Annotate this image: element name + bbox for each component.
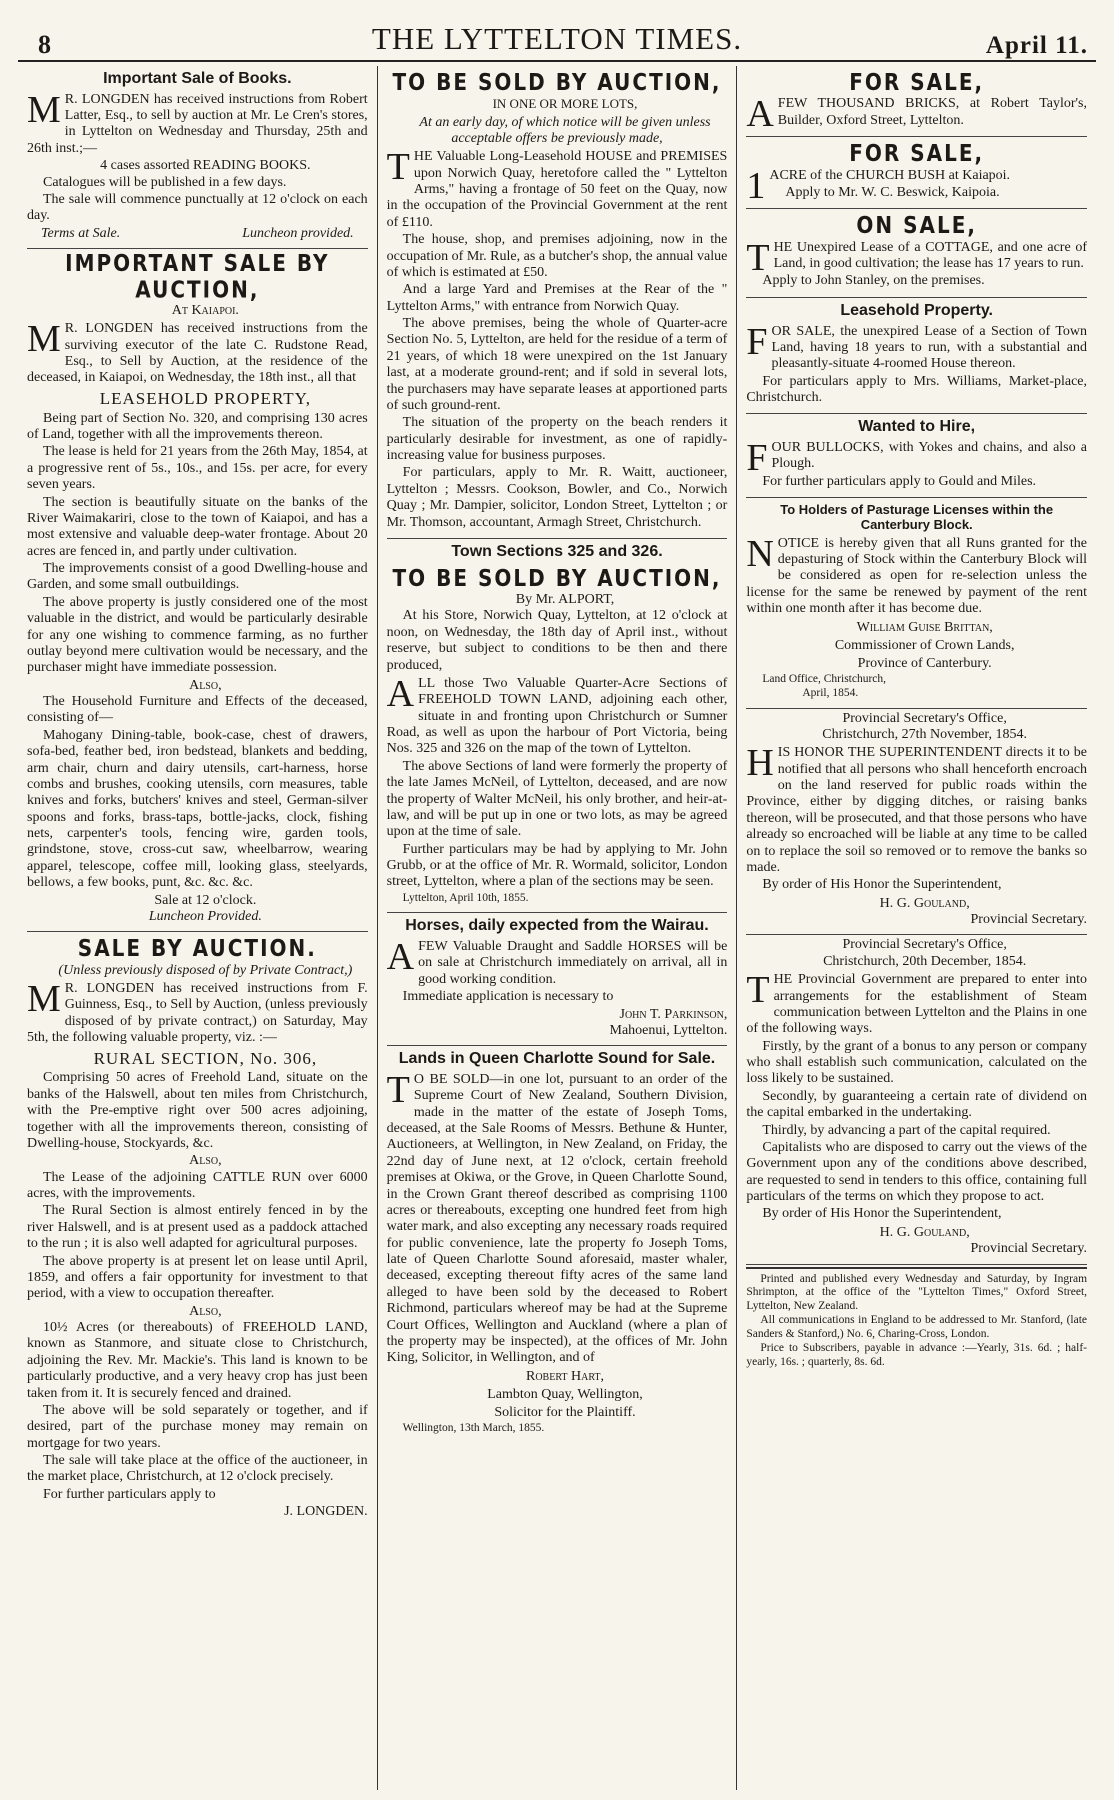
ad-paragraph: The lease is held for 21 years from the 26th May, 1854, at a progressive rent of 5s., 10s., and 15s. per acre, for every seven years.: [27, 444, 368, 493]
also-label: Also,: [189, 1303, 222, 1319]
ad-body: MR. LONGDEN has received instructions from Robert Latter, Esq., to sell by auction at Mr. Le Cren's stores, in Lyttelton on Wednesday and Thursday, 25th and 26th inst.;—: [27, 88, 368, 156]
ad-sale-of-books: [27, 70, 368, 249]
ad-line: 4 cases assorted READING BOOKS.: [100, 158, 311, 174]
ad-paragraph: THE Valuable Long-Leasehold HOUSE and PREMISES upon Norwich Quay, heretofore called the " Lyttelton Arms," having a frontage of 50 feet on the Quay, now in the occupation of the Provincial Government at the rent of £110.: [386, 146, 728, 230]
ad-paragraph: Apply to Mr. W. C. Beswick, Kaipoia.: [785, 184, 1000, 200]
ad-pasturage-licenses: [746, 502, 1087, 708]
ad-paragraph: For particulars, apply to Mr. R. Waitt, auctioneer, Lyttelton ; Messrs. Cookson, Bowler, and Co., Norwich Quay ; Mr. Dampier, solicitor, London Street, Lyttelton ; or Mr. Thomson, accountant, Armagh Street, Christchurch.: [386, 465, 728, 530]
ad-kaiapoi-auction: [27, 249, 368, 932]
ad-subheading: IN ONE OR MORE LOTS,: [492, 96, 638, 112]
ad-paragraph: 10½ Acres (or thereabouts) of FREEHOLD LAND, known as Stanmore, and situate close to Christchurch, adjoining the Rev. Mr. Mackie's. This land is known to be particularly productive, and a very heavy crop has just been taken from it. It is securely fenced and drained.: [27, 1320, 368, 1401]
ad-heading: To Holders of Pasturage Licenses within the Canterbury Block.: [780, 502, 1054, 533]
masthead: [18, 14, 1096, 62]
signature: William Guise Brittan,: [856, 619, 993, 635]
ad-paragraph: THE Unexpired Lease of a COTTAGE, and one acre of Land, in good cultivation; the lease has 17 years to run.: [746, 236, 1088, 279]
ad-town-sections: [387, 543, 728, 913]
signature-title: Solicitor for the Plaintiff.: [494, 1405, 636, 1421]
ad-cottage: [746, 211, 1088, 298]
also-label: Also,: [189, 1153, 222, 1169]
ad-paragraph: The above premises, being the whole of Quarter-acre Section No. 5, Lyttelton, are held for the residue of a term of 21 years, of which 18 were unexpired on the 1st January last, at a moderate ground-rent; and if sold in several lots, the purchasers may have separate leases at apportioned parts of such ground-rent.: [386, 316, 728, 413]
imprint-paragraph: All communications in England to be addressed to Mr. Stanford, (late Sanders & Stanford,) No. 6, Charing-Cross, London.: [746, 1314, 1088, 1340]
ad-paragraph: At his Store, Norwich Quay, Lyttelton, at 12 o'clock at noon, on Wednesday, the 18th day of April inst., without reserve, but subject to conditions to be then and there produced,: [386, 608, 728, 673]
ad-heading: Important Sale of Books.: [103, 70, 292, 87]
ad-paragraph: The Rural Section is almost entirely fenced in by the river Halswell, and is at present used as a paddock attached to the run ; it is also well adapted for agricultural purposes.: [27, 1203, 368, 1252]
ad-paragraph: The Household Furniture and Effects of the deceased, consisting of—: [27, 694, 368, 726]
ad-paragraph: ALL those Two Valuable Quarter-Acre Sections of FREEHOLD TOWN LAND, adjoining each other, situate in and fronting upon Christchurch or Sumner Road, as well as upon the harbour of Port Victoria, being Nos. 325 and 326 on the map of the town of Lyttelton.: [386, 672, 728, 757]
ad-church-bush: [746, 139, 1087, 209]
ad-paragraph: The improvements consist of a good Dwelling-house and Garden, and some small outbuildings.: [27, 561, 368, 593]
ad-leasehold-property: [746, 302, 1087, 415]
ad-paragraph: The sale will take place at the office of the auctioneer, in the market place, Christchurch, at 12 o'clock precisely.: [27, 1453, 368, 1485]
terms-text: Terms at Sale.: [41, 225, 121, 241]
signature-address: Lambton Quay, Wellington,: [487, 1387, 643, 1403]
ad-lyttelton-arms: [386, 68, 728, 539]
office-date: April, 1854.: [802, 687, 859, 700]
issue-date: April 11.: [985, 32, 1088, 59]
ad-heading: SALE BY AUCTION.: [77, 934, 317, 962]
ad-subheading: At Kaiapoi.: [171, 302, 239, 318]
signature-title: Commissioner of Crown Lands,: [834, 637, 1015, 653]
ad-paragraph: FOR SALE, the unexpired Lease of a Section of Town Land, having 18 years to run, with a substantial and pleasantly-situate 4-roomed House thereon.: [746, 320, 1088, 372]
ad-paragraph: The Lease of the adjoining CATTLE RUN over 6000 acres, with the improvements.: [27, 1169, 368, 1202]
ad-paragraph: FOUR BULLOCKS, with Yokes and chains, and also a Plough.: [746, 437, 1088, 480]
luncheon-text: Luncheon Provided.: [148, 908, 262, 924]
ad-paragraph: MR. LONGDEN has received instructions from the surviving executor of the late C. Rudstone Read, Esq., to Sell by Auction, at the residence of the deceased, in Kaiapoi, on Wednesday, the 18th inst., all that: [27, 318, 368, 386]
dateline: Lyttelton, April 10th, 1855.: [402, 891, 529, 904]
page-number: 8: [38, 30, 51, 59]
ad-paragraph: Being part of Section No. 320, and comprising 130 acres of Land, together with all the improvements thereon.: [27, 410, 368, 442]
column-3: [737, 66, 1096, 1790]
ad-paragraph: NOTICE is hereby given that all Runs granted for the depasturing of Stock within the Canterbury Block will be considered as open for re-selection unless the license for the same be renewed by payment of the rent within one month after it has become due.: [746, 532, 1088, 617]
signature: J. LONGDEN.: [284, 1504, 368, 1520]
ad-footer: [27, 226, 368, 242]
office-line: Land Office, Christchurch,: [762, 672, 887, 685]
columns: [18, 66, 1096, 1790]
signature: John T. Parkinson,: [619, 1006, 728, 1022]
ad-public-roads-notice: [746, 711, 1087, 936]
ad-paragraph: HIS HONOR THE SUPERINTENDENT directs it to be notified that all persons who shall henceforth encroach on the land reserved for public roads within the Province, either by digging ditches, or raising banks thereon, will be prosecuted, and that those persons who have already so encroached will be liable at any time to be called on to replace the soil so removed or to remove the banks so made.: [746, 742, 1088, 875]
ad-heading: Town Sections 325 and 326.: [451, 542, 663, 560]
imprint-paragraph: Price to Subscribers, payable in advance :—Yearly, 31s. 6d. ; half-yearly, 16s. ; quarterly, 8s. 6d.: [746, 1342, 1088, 1368]
ad-paragraph: The section is beautifully situate on the banks of the River Waimakariri, close to the town of Kaiapoi, and has a most extensive and valuable deep-water frontage. About 20 acres are fenced in, and partly under cultivation.: [27, 494, 368, 559]
newspaper-title: THE LYTTELTON TIMES.: [371, 21, 743, 56]
ad-steam-communication: [746, 937, 1087, 1264]
ad-line: Catalogues will be published in a few days.: [43, 174, 287, 190]
signature-title: Provincial Secretary.: [970, 912, 1088, 928]
sale-time: Sale at 12 o'clock.: [154, 892, 257, 908]
office-date: Christchurch, 20th December, 1854.: [823, 953, 1027, 969]
ad-paragraph: MR. LONGDEN has received instructions from F. Guinness, Esq., to Sell by Auction, (unless previously disposed of by private contract,) on Saturday, May 5th, the following valuable property, viz. :—: [27, 978, 368, 1046]
column-2: [378, 66, 738, 1790]
office-line: Provincial Secretary's Office,: [842, 937, 1007, 953]
ad-paragraph: TO BE SOLD—in one lot, pursuant to an order of the Supreme Court of New Zealand, Southern Division, made in the matter of the estate of Joseph Toms, deceased, at the Sale Rooms of Messrs. Bethune & Hunter, Auctioneers, at Wellington, in New Zealand, on Friday, the 22nd day of June next, at 12 o'clock, certain freehold premises at Okiwa, or the Grove, in Queen Charlotte Sound, in the Crown Grant thereof described as comprising 1100 acres or thereabouts, excepting one hundred feet from high water mark, and also excepting any necessary roads required for public convenience, late the property fo Joseph Toms, late of Queen Charlotte Sound aforesaid, master whaler, deceased, excepting thereout fifty acres of the same land alleged to have been sold by the deceased to Robert Richmond, particulars whereof may be had at the Supreme Court Offices, Wellington and Auckland (where a plan of the property may be inspected), at the offices of Mr. John King, Solicitor, in Wellington, and of: [386, 1068, 728, 1366]
ad-paragraph: For further particulars apply to Gould and Miles.: [762, 473, 1037, 489]
ad-paragraph: Mahogany Dining-table, book-case, chest of drawers, sofa-bed, feather bed, iron bedstead, blankets and bedding, arm chair, churn and dairy utensils, cart-harness, horse combs and brushes, cooking utensils, corn measures, table knives and forks, butchers' knives and steel, German-silver spoons and forks, brass-taps, bottle-jacks, clock, fishing nets, carpenter's tools, fencing wire, garden tools, grindstone, stove, cross-cut saw, wheelbarrow, wearing apparel, telescope, coffee mill, looking glass, steelyards, bellows, a few books, punt, &c. &c. &c.: [27, 727, 368, 891]
ad-caps-line: RURAL SECTION, No. 306,: [93, 1048, 318, 1068]
ad-paragraph: And a large Yard and Premises at the Rear of the " Lyttelton Arms," with entrance from Norwich Quay.: [386, 282, 728, 314]
signature: H. G. Gouland,: [879, 895, 970, 911]
ad-paragraph: Immediate application is necessary to: [402, 989, 614, 1005]
ad-paragraph: AFEW Valuable Draught and Saddle HORSES will be on sale at Christchurch immediately on arrival, all in good working condition.: [386, 936, 728, 987]
ad-paragraph: The situation of the property on the beach renders it particularly desirable for investment, as one of rapidly-increasing value for business purposes.: [386, 415, 728, 464]
luncheon-text: Luncheon provided.: [242, 225, 354, 241]
signature-place: Mahoenui, Lyttelton.: [609, 1022, 728, 1038]
ad-heading: Wanted to Hire,: [858, 418, 976, 436]
ad-paragraph: By order of His Honor the Superintendent,: [762, 1206, 1002, 1222]
ad-paragraph: Thirdly, by advancing a part of the capital required.: [762, 1122, 1051, 1138]
ad-paragraph: Secondly, by guaranteeing a certain rate of dividend on the capital embarked in the undertaking.: [746, 1088, 1088, 1121]
ad-line: The sale will commence punctually at 12 o'clock on each day.: [27, 191, 368, 224]
ad-heading: Horses, daily expected from the Wairau.: [405, 917, 709, 935]
ad-paragraph: For further particulars apply to: [43, 1486, 216, 1502]
ad-paragraph: Capitalists who are disposed to carry out the views of the Government upon any of the conditions above described, are requested to send in tenders to this office, containing full particulars of the terms on which they propose to act.: [746, 1139, 1088, 1205]
ad-paragraph: Apply to John Stanley, on the premises.: [762, 273, 985, 289]
ad-heading: Leasehold Property.: [840, 301, 993, 319]
ad-paragraph: The above property is justly considered one of the most valuable in the district, and would be particularly desirable for any one wishing to commence farming, as no further outlay beyond mere cultivation would be necessary, and the purchaser might have immediate possession.: [27, 594, 368, 676]
ad-italic-note: At an early day, of which notice will be given unless acceptable offers be previously made,: [419, 114, 711, 146]
ad-heading: FOR SALE,: [849, 139, 985, 167]
signature-title: Provincial Secretary.: [970, 1241, 1088, 1257]
signature: Robert Hart,: [525, 1368, 605, 1384]
imprint-paragraph: Printed and published every Wednesday and Saturday, by Ingram Shrimpton, at the office of the "Lyttelton Times," Oxford Street, Lyttelton, New Zealand.: [746, 1272, 1088, 1312]
ad-subheading: (Unless previously disposed of by Private Contract,): [58, 962, 353, 978]
ad-paragraph: 1ACRE of the CHURCH BUSH at Kaiapoi.: [746, 164, 1011, 207]
ad-paragraph: For particulars apply to Mrs. Williams, Market-place, Christchurch.: [746, 373, 1088, 406]
ad-paragraph: Comprising 50 acres of Freehold Land, situate on the banks of the Halswell, about ten miles from Christchurch, with the Pre-emptive right over 500 acres adjoining, together with all the improvements thereon, consisting of Dwelling-house, Stockyards, &c.: [27, 1070, 368, 1151]
ad-heading: FOR SALE,: [849, 68, 985, 96]
ad-heading: TO BE SOLD BY AUCTION,: [392, 68, 722, 96]
ad-wanted-to-hire: [746, 418, 1087, 498]
printer-imprint: [746, 1267, 1087, 1370]
ad-heading: Lands in Queen Charlotte Sound for Sale.: [398, 1050, 716, 1068]
signature: H. G. Gouland,: [879, 1224, 970, 1240]
ad-heading: ON SALE,: [856, 211, 977, 239]
office-line: Provincial Secretary's Office,: [842, 710, 1007, 726]
ad-big-heading: TO BE SOLD BY AUCTION,: [392, 563, 722, 592]
office-date: Christchurch, 27th November, 1854.: [822, 726, 1028, 742]
ad-queen-charlotte-sound: [387, 1050, 728, 1442]
ad-paragraph: By order of His Honor the Superintendent,: [762, 877, 1002, 893]
ad-paragraph: THE Provincial Government are prepared to enter into arrangements for the establishment of Steam communication between Lyttelton and the Plains in one of the following ways.: [746, 969, 1088, 1037]
ad-rural-section: [27, 934, 368, 1526]
ad-paragraph: The house, shop, and premises adjoining, now in the occupation of Mr. Rule, as a butcher's shop, the annual value of which is estimated at £50.: [386, 232, 728, 280]
ad-bricks: [746, 68, 1088, 137]
ad-paragraph: The above property is at present let on lease until April, 1859, and offers a fair opportunity for investment to that period, with a view to occupation thereafter.: [27, 1253, 368, 1302]
auctioneer-line: By Mr. ALPORT,: [515, 592, 615, 608]
ad-caps-line: LEASEHOLD PROPERTY,: [99, 388, 311, 408]
ad-paragraph: Further particulars may be had by applying to Mr. John Grubb, or at the office of Mr. R. Wormald, solicitor, London street, Lyttelton, where a plan of the sections may be seen.: [386, 841, 728, 890]
also-label: Also,: [189, 677, 222, 693]
ad-heading: IMPORTANT SALE BY AUCTION,: [65, 249, 330, 304]
ad-horses: [387, 917, 728, 1046]
ad-paragraph: The above will be sold separately or together, and if desired, part of the purchase money may remain on mortgage for two years.: [27, 1402, 368, 1451]
ad-paragraph: AFEW THOUSAND BRICKS, at Robert Taylor's, Builder, Oxford Street, Lyttelton.: [746, 93, 1088, 136]
signature-province: Province of Canterbury.: [857, 656, 992, 672]
column-1: [18, 66, 378, 1790]
dateline: Wellington, 13th March, 1855.: [402, 1421, 545, 1434]
ad-paragraph: Firstly, by the grant of a bonus to any person or company who shall establish such communication, calculated on the loss likely to be sustained.: [746, 1038, 1088, 1087]
ad-paragraph: The above Sections of land were formerly the property of the late James McNeil, of Lyttelton, deceased, and are now the property of Walter McNeil, his only brother, and heir-at-law, and will be put up in one or two lots, as may be agreed upon at the time of sale.: [386, 758, 728, 840]
